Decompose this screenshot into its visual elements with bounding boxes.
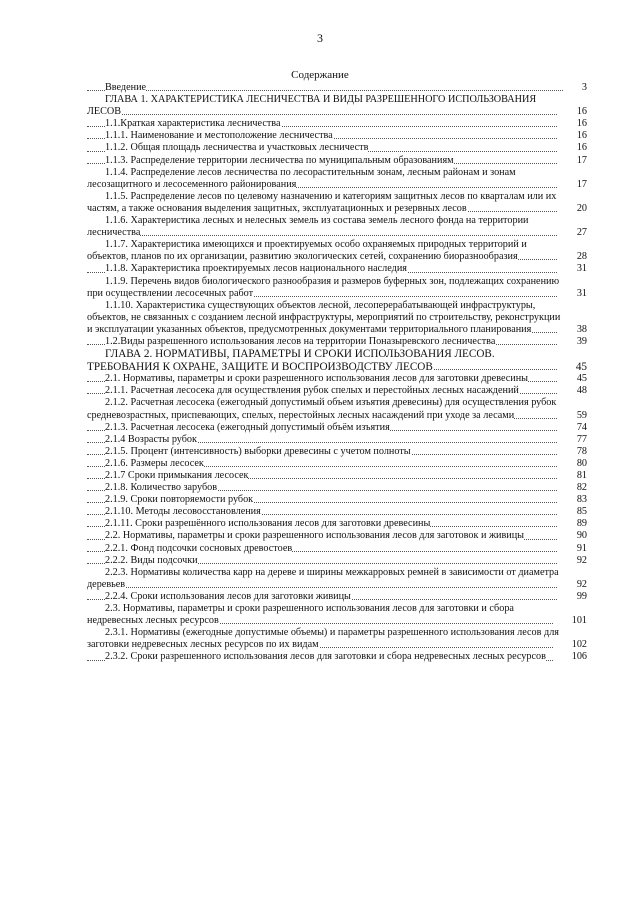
toc-leader-dots <box>87 90 587 91</box>
toc-entry-text: 2.1. Нормативы, параметры и сроки разрешенного использования лесов для заготовки древесины <box>105 373 528 385</box>
toc-entry-page: 91 <box>558 543 587 555</box>
toc-entry-text: 2.3.1. Нормативы (ежегодные допустимые объемы) и параметры разрешенного использования лесов для заготовки недревесных лесных ресурсов по их видам <box>87 627 559 651</box>
toc-entry[interactable] <box>87 82 587 94</box>
toc-entry-page: 39 <box>558 336 587 348</box>
toc-entry[interactable] <box>87 300 587 336</box>
toc-entry-text: 2.2.4. Сроки использования лесов для заготовки живицы <box>105 590 351 602</box>
toc-entry-page: 99 <box>558 591 587 603</box>
toc-entry-page: 101 <box>553 615 587 627</box>
toc-entry-text: 2.1.11. Сроки разрешённого использования лесов для заготовки древесины <box>105 518 431 530</box>
toc-entry[interactable] <box>87 215 587 239</box>
toc-entry-page: 16 <box>558 106 587 118</box>
toc-entry[interactable] <box>87 482 587 494</box>
toc-entry-page: 16 <box>558 142 587 154</box>
toc-entry-page: 106 <box>553 651 587 663</box>
toc-entry-page: 38 <box>558 324 587 336</box>
toc-entry[interactable] <box>87 591 587 603</box>
toc-entry[interactable] <box>87 518 587 530</box>
toc-entry-page: 28 <box>558 251 587 263</box>
toc-entry-page: 45 <box>558 373 587 385</box>
toc-entry-page: 16 <box>558 118 587 130</box>
toc-entry-text: 2.1.4 Возрасты рубок <box>105 433 197 445</box>
toc-entry-text: Введение <box>105 82 147 93</box>
toc-entry-text: 2.1.3. Расчетная лесосека (ежегодный допустимый объём изъятия <box>105 421 390 433</box>
toc-entry-page: 45 <box>557 361 587 374</box>
toc-entry[interactable] <box>87 651 587 663</box>
toc-leader-dots <box>87 235 587 236</box>
toc-entry-text: ГЛАВА 1. ХАРАКТЕРИСТИКА ЛЕСНИЧЕСТВА И ВИДЫ РАЗРЕШЕННОГО ИСПОЛЬЗОВАНИЯ ЛЕСОВ <box>87 94 537 118</box>
toc-entry-text: 1.1.10. Характеристика существующих объектов лесной, лесоперерабатывающей инфраструктуры, объектов, не связанных с созданием лесной инфраструктуры, мероприятий по строительству, реконструкции и эксплуатации указанных объектов, предусмотренных документами территориального планирования <box>87 299 561 335</box>
toc-entry-page: 85 <box>558 506 587 518</box>
toc-entry-text: 2.1.8. Количество зарубов <box>105 482 218 494</box>
toc-entry[interactable] <box>87 118 587 130</box>
toc-entry-text: 2.1.5. Процент (интенсивность) выборки древесины с учетом полноты <box>105 445 411 457</box>
toc-entry[interactable] <box>87 336 587 348</box>
toc-entry[interactable] <box>87 603 587 627</box>
toc-entry-page: 16 <box>558 130 587 142</box>
toc-entry-text: 2.1.9. Сроки повторяемости рубок <box>105 494 254 506</box>
toc-entry[interactable] <box>87 494 587 506</box>
toc-entry[interactable] <box>87 155 587 167</box>
toc-entry-text: ГЛАВА 2. НОРМАТИВЫ, ПАРАМЕТРЫ И СРОКИ ИСПОЛЬЗОВАНИЯ ЛЕСОВ. ТРЕБОВАНИЯ К ОХРАНЕ, ЗАЩИТЕ И ВОСПРОИЗВОДСТВУ ЛЕСОВ <box>87 348 495 373</box>
toc-leader-dots <box>87 587 587 588</box>
toc-entry[interactable] <box>87 263 587 275</box>
toc-entry[interactable] <box>87 348 587 373</box>
toc-entry-page: 31 <box>558 288 587 300</box>
toc-entry-text: 1.1.4. Распределение лесов лесничества по лесорастительным зонам, лесным районам и зонам лесозащитного и лесосеменного районирования <box>87 166 516 190</box>
toc-entry[interactable] <box>87 142 587 154</box>
toc-entry-text: 1.1.2. Общая площадь лесничества и участковых лесничеств <box>105 142 369 154</box>
toc-entry[interactable] <box>87 191 587 215</box>
toc-entry-text: 2.1.1. Расчетная лесосека для осуществления рубок спелых и перестойных лесных насаждений <box>105 385 519 397</box>
toc-entry-page: 102 <box>553 639 587 651</box>
toc-entry[interactable] <box>87 506 587 518</box>
toc-entry-page: 48 <box>558 385 587 397</box>
toc-leader-dots <box>87 114 587 115</box>
toc-entry-text: 1.1.6. Характеристика лесных и нелесных земель из состава земель лесного фонда на территории лесничества <box>87 215 529 239</box>
toc-entry-page: 74 <box>558 422 587 434</box>
toc-entry-text: 1.1.5. Распределение лесов по целевому назначению и категориям защитных лесов по кварталам или их частям, а также основания выделения защитных, эксплуатационных и резервных лесов <box>87 190 557 214</box>
toc-entry-page: 92 <box>558 555 587 567</box>
toc-entry-text: 1.2.Виды разрешенного использования лесов на территории Поназыревского лесничества <box>105 335 496 347</box>
toc-entry-page: 92 <box>558 579 587 591</box>
toc-entry[interactable] <box>87 239 587 263</box>
toc-entry-page: 3 <box>563 82 587 94</box>
toc-entry-page: 27 <box>558 227 587 239</box>
toc-entry-page: 80 <box>558 458 587 470</box>
toc-entry[interactable] <box>87 373 587 385</box>
toc-entry-text: 2.1.10. Методы лесовосстановления <box>105 506 261 518</box>
toc-entry-text: 1.1.8. Характеристика проектируемых лесов национального наследия <box>105 263 407 275</box>
toc-entry-text: 2.3. Нормативы, параметры и сроки разрешенного использования лесов для заготовки и сбора недревесных лесных ресурсов <box>87 603 514 627</box>
toc-entry-page: 17 <box>558 179 587 191</box>
toc-entry[interactable] <box>87 422 587 434</box>
table-of-contents <box>87 82 587 664</box>
toc-entry-page: 31 <box>558 263 587 275</box>
toc-entry-text: 2.2.2. Виды подсочки <box>105 554 198 566</box>
toc-entry-text: 1.1.3. Распределение территории лесничества по муниципальным образованиям <box>105 154 454 166</box>
toc-entry-text: 2.1.7 Сроки примыкания лесосек <box>105 470 249 481</box>
toc-entry-text: 1.1.9. Перечень видов биологического разнообразия и размеров буферных зон, подлежащих сохранению при осуществлении лесосечных работ <box>87 275 560 299</box>
toc-entry[interactable] <box>87 470 587 482</box>
toc-entry-text: 2.2. Нормативы, параметры и сроки разрешенного использования лесов для заготовок и живицы <box>105 530 525 542</box>
toc-entry[interactable] <box>87 458 587 470</box>
toc-entry-text: 1.1.7. Характеристика имеющихся и проектируемых особо охраняемых природных территорий и объектов, планов по их организации, развитию экологических сетей, сохранению биоразнообразия <box>87 239 527 263</box>
toc-entry-page: 59 <box>558 410 587 422</box>
toc-entry-page: 83 <box>558 494 587 506</box>
toc-entry[interactable] <box>87 94 587 118</box>
toc-entry[interactable] <box>87 530 587 542</box>
toc-entry[interactable] <box>87 627 587 651</box>
toc-entry-text: 1.1.Краткая характеристика лесничества <box>105 118 281 130</box>
toc-entry[interactable] <box>87 130 587 142</box>
toc-entry[interactable] <box>87 543 587 555</box>
toc-entry-text: 2.2.1. Фонд подсочки сосновых древостоев <box>105 542 293 554</box>
toc-entry[interactable] <box>87 167 587 191</box>
toc-entry-text: 2.1.6. Размеры лесосек <box>105 457 204 469</box>
toc-entry-page: 78 <box>558 446 587 458</box>
toc-entry-text: 2.2.3. Нормативы количества карр на дереве и ширины межкарровых ремней в зависимости от диаметра деревьев <box>87 566 559 590</box>
toc-entry-page: 17 <box>558 155 587 167</box>
toc-entry[interactable] <box>87 385 587 397</box>
toc-entry[interactable] <box>87 567 587 591</box>
toc-entry[interactable] <box>87 276 587 300</box>
toc-entry-page: 81 <box>558 470 587 482</box>
toc-entry-page: 90 <box>558 530 587 542</box>
page-number: 3 <box>317 31 323 45</box>
toc-entry-page: 82 <box>558 482 587 494</box>
toc-title: Содержание <box>291 69 349 81</box>
toc-entry[interactable] <box>87 397 587 421</box>
toc-entry-page: 20 <box>558 203 587 215</box>
toc-entry[interactable] <box>87 555 587 567</box>
toc-entry[interactable] <box>87 434 587 446</box>
toc-entry[interactable] <box>87 446 587 458</box>
toc-entry-text: 2.1.2. Расчетная лесосека (ежегодный допустимый объем изъятия древесины) для осуществления рубок средневозрастных, приспевающих, спелых, перестойных лесных насаждений при уходе за лесами <box>87 397 557 421</box>
toc-entry-text: 1.1.1. Наименование и местоположение лесничества <box>105 130 333 142</box>
toc-entry-page: 77 <box>558 434 587 446</box>
toc-entry-text: 2.3.2. Сроки разрешенного использования лесов для заготовки и сбора недревесных лесных ресурсов <box>105 651 546 663</box>
toc-entry-page: 89 <box>558 518 587 530</box>
